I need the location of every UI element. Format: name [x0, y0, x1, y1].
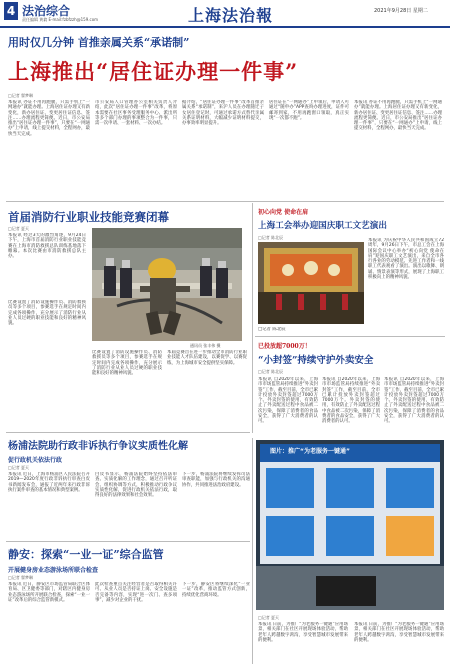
lead-subtitle: 用时仅几分钟 首推亲属关系“承诺制”	[8, 36, 190, 49]
yangpu-column-1: 本报讯 近日，上海市杨浦区人民法院召开2019—2020年度行政非诉执行审查白皮书新闻发布会，通报了近两年来行政非诉执行案件审查的基本情况和典型案例。	[8, 472, 90, 493]
meeting-body: 本报讯 为庆祝中华人民共和国成立72周年，9月26日下午，市总工会在上海国际会议中心举办“初心向党 使命在肩”迎国庆职工文艺演出，来自全市各行各业的劳动模范、先进工作者和一线职工代表观看了演出。演出以歌舞、朗诵、情景表演等形式，展现了上海职工积极向上的精神风貌。	[368, 238, 444, 281]
column-divider	[252, 203, 253, 433]
lead-column-5: 本报讯 办证不用再跑腿，只需手机上“一网通办”就能办理。上海居住证办理又有新变化，新办居住证、变更居住证信息、签注……办理流程更简便。近日，市公安局推出“居住证办理一件事”，只要在“一网通办”上申请，线上提交材料，全程网办，最快当天完成。	[354, 100, 442, 132]
divider	[6, 432, 250, 433]
tv-byline: □记者 夏天	[258, 615, 280, 620]
header-rule	[0, 26, 450, 28]
yangpu-byline: □记者 夏天	[8, 465, 30, 470]
jingan-headline: 静安：探索“一业一证”综合监管	[8, 548, 164, 561]
divider	[255, 336, 445, 337]
stage-photo-image	[258, 242, 364, 324]
lead-headline: 上海推出“居住证办理一件事”	[8, 59, 299, 84]
lead-column-1: 本报讯 办证不用再跑腿，只需手机上“一网通办”就能办理。上海居住证办理又有新变化，新办居住证、变更居住证信息、签注……办理流程更简便。近日，市公安局推出“居住证办理一件事”，只要在“一网通办”上申请，线上提交材料，全程网办，最快当天完成。	[8, 100, 90, 137]
page-header	[0, 0, 450, 28]
issue-date: 2021年9月28日 星期二	[374, 8, 428, 14]
tv-banner: 图片：推广“为老服务一键通”	[270, 448, 350, 455]
divider	[6, 201, 444, 202]
tv-photo	[256, 440, 444, 610]
jingan-subtitle: 开展健身房业态游泳场所联合检查	[8, 567, 99, 574]
section-name: 法治综合	[22, 4, 71, 18]
meeting-photo	[258, 242, 364, 324]
pocket-column-3: 本报讯 自2020年以来，上海市市场监管局持续推进“外卖封签”工作，截至目前，全市已累计投放外卖封签超过7000万个。外卖封签的使用，有效防止了外卖配送过程中食品被二次污染，保障了消费者的食品安全，获得了广大消费者的认可。	[384, 377, 444, 425]
pocket-column-1: 本报讯 自2020年以来，上海市市场监管局持续推进“外卖封签”工作，截至目前，全市已累计投放外卖封签超过7000万个。外卖封签的使用，有效防止了外卖配送过程中食品被二次污染，保障了消费者的食品安全，获得了广大消费者的认可。	[258, 377, 318, 425]
fire-photo	[92, 228, 242, 341]
pocket-headline: “小封签”持续守护外卖安全	[258, 355, 374, 366]
yangpu-column-2: 白皮书显示，杨浦法院始终坚持依法审查、实质化解的工作理念，通过召开听证会、组织协调等方式，积极推动行政争议实质性化解，促进行政机关依法行政，取得良好的法律效果和社会效果。	[95, 472, 177, 499]
tv-column-2: 本报讯 日前，为推广“为老服务一键通”应用场景，相关部门在社区开展现场体验活动，帮助老年人跨越数字鸿沟，享受智慧城市发展带来的便利。	[354, 622, 444, 643]
editor-line: 责任编辑 黄翁 E-mail:fzbfzzh@159.com	[22, 17, 99, 22]
jingan-column-3: 下一步，静安区将继续深化“一业一证”改革，推动监管方式创新，持续优化营商环境。	[182, 582, 250, 598]
divider	[6, 541, 250, 542]
fire-byline: □记者 夏天	[8, 226, 30, 231]
lead-column-2: 市公安局人口管理办公室相关负责人介绍，此次“居住证办理一件事”改革，将原本需要在社区事务受理服务中心、派出所等多个部门办理的事项整合为一件事，只需一次申请、一套材料、一次办结。	[95, 100, 177, 127]
yangpu-column-3: 下一步，杨浦法院将继续发挥司法审查职能，加强与行政机关的沟通协作，共同推进法治政府建设。	[182, 472, 250, 488]
lead-byline: □记者 翟梦琳	[8, 93, 34, 98]
fire-headline: 首届消防行业职业技能竞赛闭幕	[8, 210, 169, 224]
fire-column-3: 本届竞赛旨在进一步推动全市消防行业职业技能人才队伍建设，以赛促学、以赛促练，为上海城市安全提供坚实保障。	[167, 350, 247, 366]
newspaper-logo: 上海法治報	[188, 6, 274, 25]
tv-screen-photo-image	[256, 440, 444, 610]
firefighter-photo-image	[92, 228, 242, 341]
column-divider	[252, 438, 253, 664]
meeting-kicker: 初心向党 使命在肩	[258, 209, 309, 216]
pocket-kicker: 已投放超7000万！	[258, 343, 311, 350]
tv-column-1: 本报讯 日前，为推广“为老服务一键通”应用场景，相关部门在社区开展现场体验活动，帮助老年人跨越数字鸿沟，享受智慧城市发展带来的便利。	[258, 622, 348, 643]
pocket-column-2: 本报讯 自2020年以来，上海市市场监管局持续推进“外卖封签”工作，截至目前，全市已累计投放外卖封签超过7000万个。外卖封签的使用，有效防止了外卖配送过程中食品被二次污染，保障了消费者的食品安全，获得了广大消费者的认可。	[322, 377, 380, 425]
fire-column-2: 比赛设置了消防设施操作员、消防救援员等多个项目，参赛选手在规定时间内完成各项操作，充分展示了消防行业从业人员过硬的职业技能和良好的精神风貌。	[92, 350, 162, 377]
jingan-byline: □记者 翟梦琳	[8, 575, 34, 580]
yangpu-subtitle: 促行政机关依法行政	[8, 457, 63, 464]
jingan-column-2: 此次检查重点关注经营者是否取得相关许可、从业人员是否持证上岗、安全设施是否完备等内容，实现“进一次门、查多项事”，减少对企业的干扰。	[95, 582, 177, 603]
lead-column-3: 据介绍，“居住证办理一件事”改革首推亲属关系“承诺制”，来沪人员在办理随迁子女居住登记时，可通过承诺方式替代亲属关系证明材料，大幅减少证明材料提交，办事效率明显提升。	[182, 100, 264, 127]
yangpu-headline: 杨浦法院助行政非诉执行争议实质性化解	[8, 441, 188, 452]
pocket-byline: □记者 陈北辰	[258, 369, 284, 374]
fire-column-1: 本报讯 经过3天的激烈角逐，9月24日下午，上海市首届消防行业职业技能竞赛在上海市消防救援总队训练基地落下帷幕。本次比赛由市消防救援总队主办。	[8, 233, 86, 260]
page-number: 4	[4, 2, 18, 20]
fire-photo-caption: 通讯员 张丰伟 摄	[190, 343, 221, 348]
meeting-body-extra: □记者 陈北辰	[258, 327, 286, 332]
meeting-headline: 上海工会举办迎国庆职工文艺演出	[258, 221, 387, 231]
fire-column-1b: 比赛设置了消防设施操作员、消防救援员等多个项目，参赛选手在规定时间内完成各项操作，充分展示了消防行业从业人员过硬的职业技能和良好的精神风貌。	[8, 300, 86, 327]
lead-column-4: 居住证在“一网通办”上申领后，申请人可通过“随申办”APP查询办理进度，证件可邮寄到家，不用再跑窗口领取，真正实现“一次都不跑”。	[269, 100, 349, 121]
meeting-byline: □记者 陈北辰	[258, 235, 284, 240]
jingan-column-1: 本报讯 近日，静安区市场监管局联合区体育局、区卫健委等部门，对辖区内健身房业态游泳场所开展联合检查，探索“一业一证”改革后的综合监管新模式。	[8, 582, 90, 603]
